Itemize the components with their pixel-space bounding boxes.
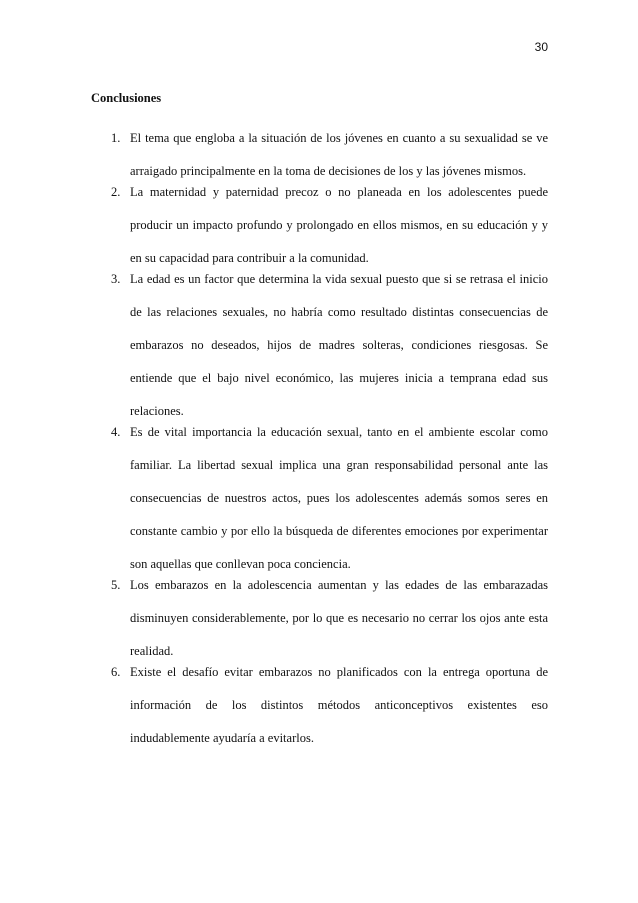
list-item xyxy=(0,569,638,668)
item-text: El tema que engloba a la situación de los jóvenes en cuanto a su sexualidad se ve arraigado principalmente en la toma de decisiones de los y las jóvenes mismos. xyxy=(130,131,548,178)
list-item xyxy=(0,656,638,755)
page-number: 30 xyxy=(534,40,548,54)
list-item xyxy=(0,263,638,428)
item-text: Los embarazos en la adolescencia aumentan y las edades de las embarazadas disminuyen considerablemente, por lo que es necesario no cerrar los ojos ante esta realidad. xyxy=(130,578,548,658)
item-number: 2. xyxy=(111,185,121,199)
list-item xyxy=(0,416,638,581)
item-number: 1. xyxy=(111,131,121,145)
conclusions-list xyxy=(0,122,638,755)
item-number: 4. xyxy=(111,425,121,439)
item-text: Es de vital importancia la educación sexual, tanto en el ambiente escolar como familiar. La libertad sexual implica una gran responsabilidad personal ante las consecuencias de nuestros actos, pues los adolescentes además somos seres en constante cambio y por ello la búsqueda de diferentes emociones por experimentar son aquellas que conllevan poca conciencia. xyxy=(130,425,548,571)
list-item xyxy=(0,176,638,275)
item-number: 5. xyxy=(111,578,121,592)
item-text: La maternidad y paternidad precoz o no planeada en los adolescentes puede producir un impacto profundo y prolongado en ellos mismos, en su educación y y en su capacidad para contribuir a la comunidad. xyxy=(130,185,548,265)
item-text: La edad es un factor que determina la vida sexual puesto que si se retrasa el inicio de las relaciones sexuales, no habría como resultado distintas consecuencias de embarazos no deseados, hijos de madres solteras, condiciones riesgosas. Se entiende que el bajo nivel económico, las mujeres inicia a temprana edad sus relaciones. xyxy=(130,272,548,418)
item-number: 6. xyxy=(111,665,121,679)
item-number: 3. xyxy=(111,272,121,286)
item-text: Existe el desafío evitar embarazos no planificados con la entrega oportuna de información de los distintos métodos anticonceptivos existentes eso indudablemente ayudaría a evitarlos. xyxy=(130,665,548,745)
section-heading: Conclusiones xyxy=(91,91,162,105)
